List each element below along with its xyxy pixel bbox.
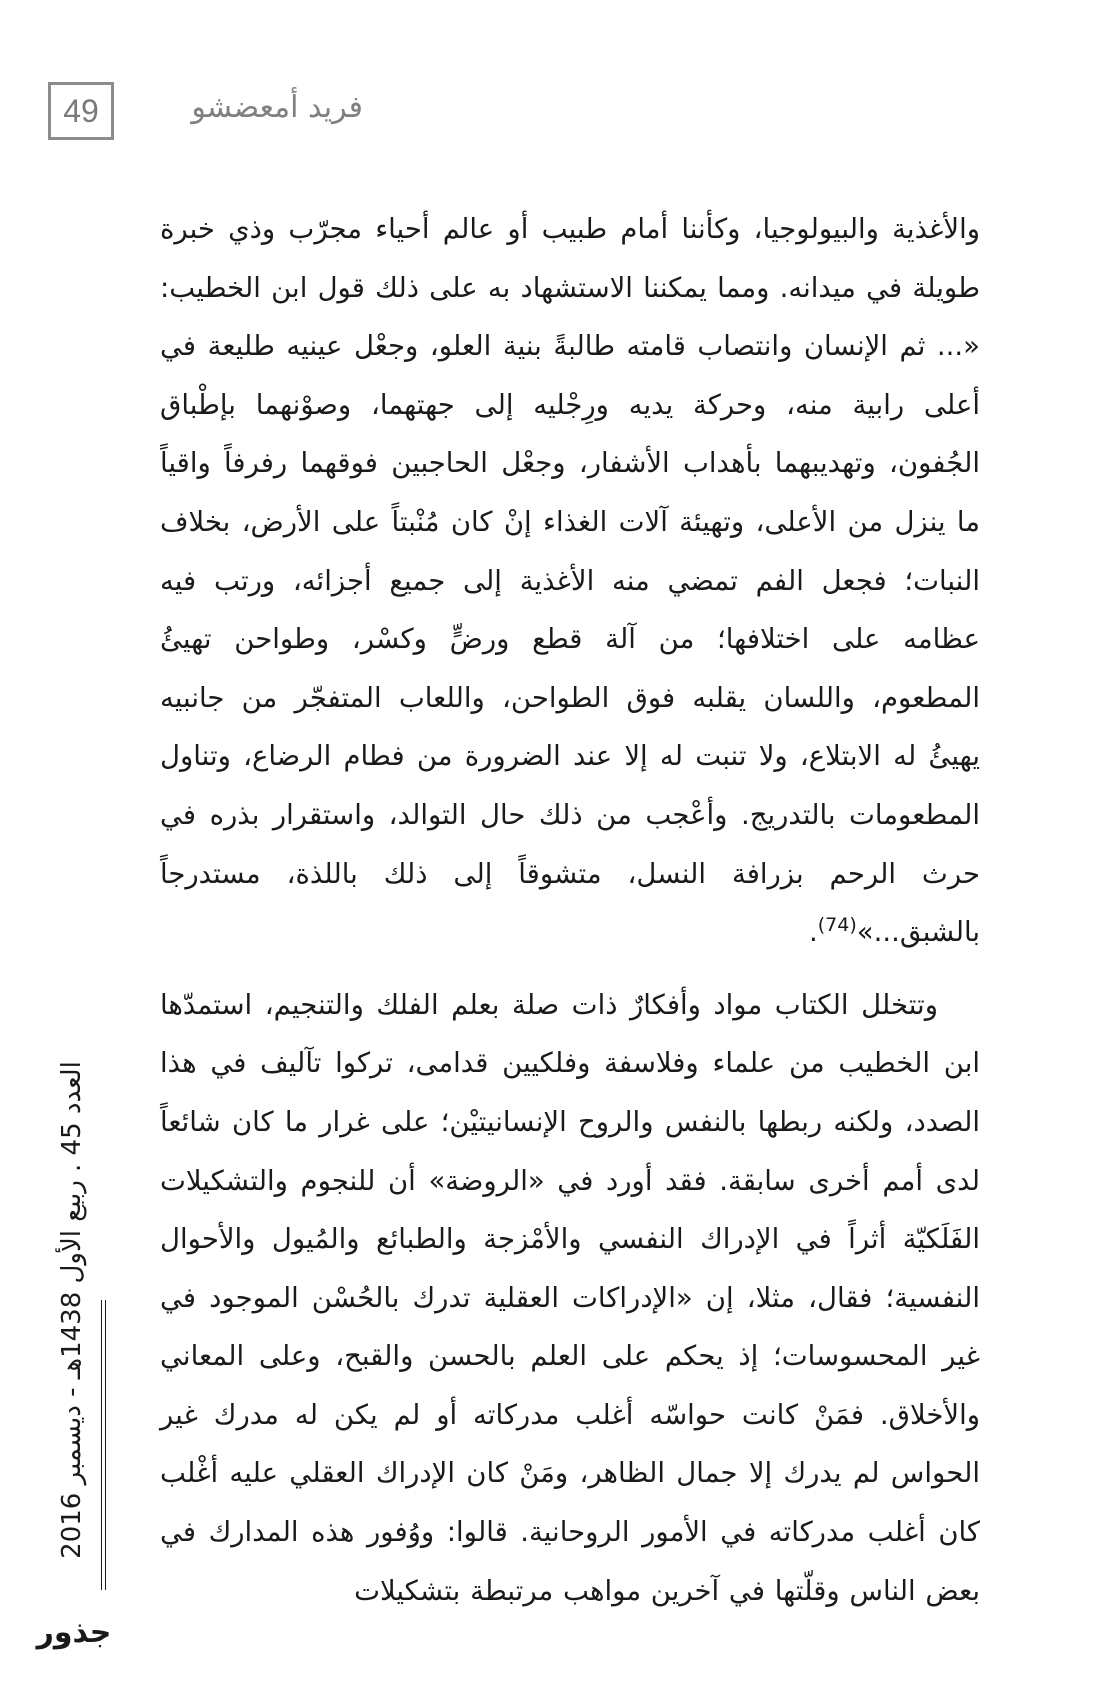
footnote-reference[interactable]: (74) <box>817 913 857 936</box>
issue-info: العدد 45 . ربيع الأول 1438هـ - ديسمبر 2016 <box>57 1061 87 1559</box>
sidebar-divider <box>101 1300 106 1590</box>
journal-logo: جذور <box>36 1615 112 1650</box>
page-number: 49 <box>48 82 114 140</box>
paragraph-2: وتتخلل الكتاب مواد وأفكارٌ ذات صلة بعلم الفلك والتنجيم، استمدّها ابن الخطيب من علماء وفلاسفة وفلكيين قدامى، تركوا تآليف في هذا الصدد، ولكنه ربطها بالنفس والروح الإنسانيتيْن؛ على غرار ما كان شائعاً لدى أمم أخرى سابقة. فقد أورد في «الروضة» أن للنجوم والتشكيلات الفَلَكيّة أثراً في الإدراك النفسي والأمْزجة والطبائع والمُيول والأحوال النفسية؛ فقال، مثلا، إن «الإدراكات العقلية تدرك بالحُسْن الموجود في غير المحسوسات؛ إذ يحكم على العلم بالحسن والقبح، وعلى المعاني والأخلاق. فمَنْ كانت حواسّه أغلب مدركاته أو لم يكن له مدرك غير الحواس لم يدرك إلا جمال الظاهر، ومَنْ كان الإدراك العقلي عليه أغْلب كان أغلب مدركاته في الأمور الروحانية. قالوا: ووُفور هذه المدارك في بعض الناس وقلّتها في آخرين مواهب مرتبطة بتشكيلات <box>160 988 980 1607</box>
paragraph-1 <box>160 200 980 962</box>
article-body <box>160 200 980 1620</box>
paragraph-1-text: والأغذية والبيولوجيا، وكأننا أمام طبيب أو عالم أحياء مجرّب وذي خبرة طويلة في ميدانه. ومما يمكننا الاستشهاد به على ذلك قول ابن الخطيب: «... ثم الإنسان وانتصاب قامته طالبةً بنية العلو، وجعْل عينيه طليعة في أعلى رابية منه، وحركة يديه ورِجْليه إلى جهتهما، وصوْنهما بإطْباق الجُفون، وتهديبهما بأهداب الأشفار، وجعْل الحاجبين فوقهما رفرفاً واقياً ما ينزل من الأعلى، وتهيئة آلات الغذاء إنْ كان مُنْبتاً على الأرض، بخلاف النبات؛ فجعل الفم تمضي منه الأغذية إلى جميع أجزائه، ورتب فيه عظامه على اختلافها؛ من آلة قطع ورضٍّ وكسْر، وطواحن تهيئُ المطعوم، واللسان يقلبه فوق الطواحن، واللعاب المتفجّر من جانبيه يهيئُ له الابتلاع، ولا تنبت له إلا عند الضرورة من فطام الرضاع، وتناول المطعومات بالتدريج. وأعْجب من ذلك حال التوالد، واستقرار بذره في حرث الرحم بزرافة النسل، متشوقاً إلى ذلك باللذة، مستدرجاً بالشبق...» <box>160 213 980 949</box>
paragraph-1-end: . <box>808 916 818 949</box>
author-running-header: فريد أمعضشو <box>191 90 363 125</box>
